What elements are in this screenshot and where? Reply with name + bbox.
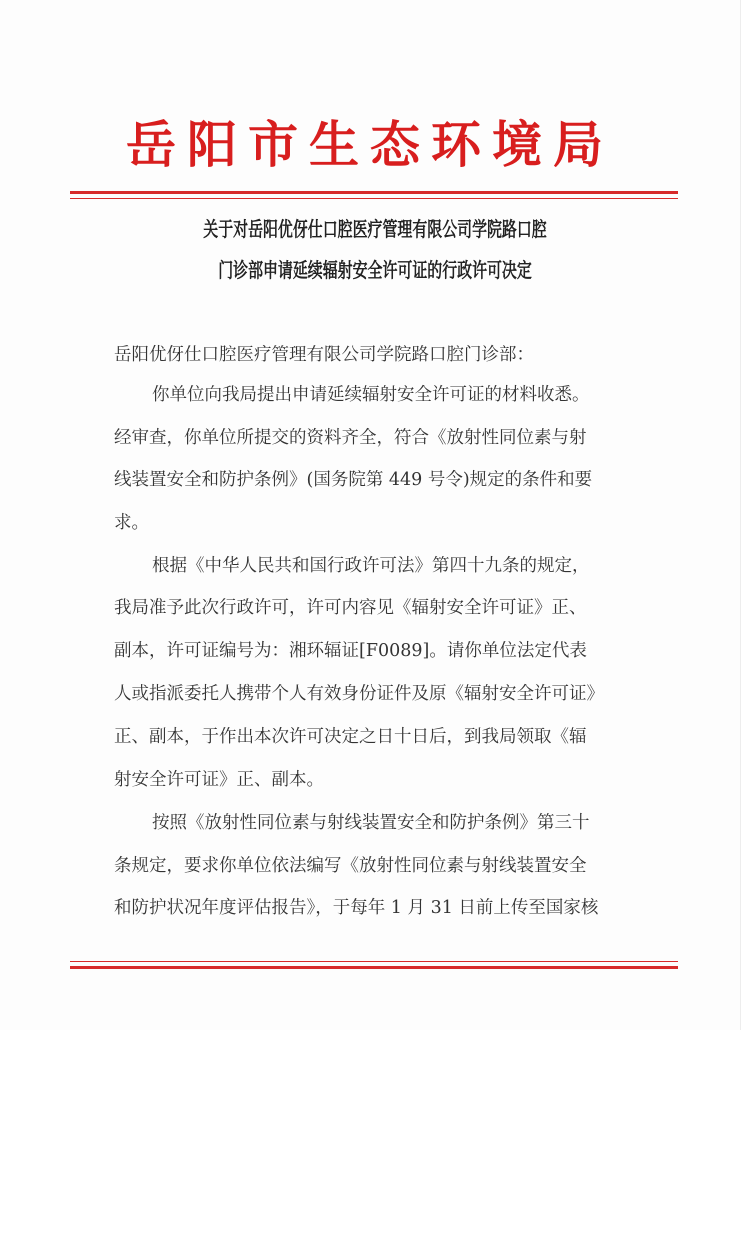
body-line: 和防护状况年度评估报告》，于每年 1 月 31 日前上传至国家核: [114, 898, 599, 918]
body-line: 经审查，你单位所提交的资料齐全，符合《放射性同位素与射: [114, 428, 587, 448]
letterhead-divider-thin: [70, 198, 678, 199]
body-line: 条规定，要求你单位依法编写《放射性同位素与射线装置安全: [114, 856, 587, 876]
footer-divider-thick: [70, 966, 678, 969]
body-line: 线装置安全和防护条例》(国务院第 449 号令)规定的条件和要: [114, 470, 593, 490]
body-line: 按照《放射性同位素与射线装置安全和防护条例》第三十: [152, 813, 590, 833]
document-title-line-1: 关于对岳阳优伢仕口腔医疗管理有限公司学院路口腔: [203, 217, 547, 241]
body-line: 根据《中华人民共和国行政许可法》第四十九条的规定，: [152, 556, 590, 576]
letterhead-divider-thick: [70, 191, 678, 194]
body-line: 求。: [114, 513, 149, 533]
body-line: 我局准予此次行政许可，许可内容见《辐射安全许可证》正、: [114, 598, 587, 618]
body-line: 副本，许可证编号为：湘环辐证[F0089]。请你单位法定代表: [114, 641, 587, 661]
body-line: 你单位向我局提出申请延续辐射安全许可证的材料收悉。: [152, 385, 590, 405]
addressee: 岳阳优伢仕口腔医疗管理有限公司学院路口腔门诊部：: [114, 345, 534, 365]
body-line: 射安全许可证》正、副本。: [114, 770, 324, 790]
body-line: 正、副本，于作出本次许可决定之日十日后，到我局领取《辐: [114, 727, 587, 747]
body-line: 人或指派委托人携带个人有效身份证件及原《辐射安全许可证》: [114, 684, 604, 704]
letterhead-org-name: 岳阳市生态环境局: [126, 115, 614, 174]
document-title-line-2: 门诊部申请延续辐射安全许可证的行政许可决定: [218, 258, 532, 282]
footer-divider-thin: [70, 961, 678, 962]
